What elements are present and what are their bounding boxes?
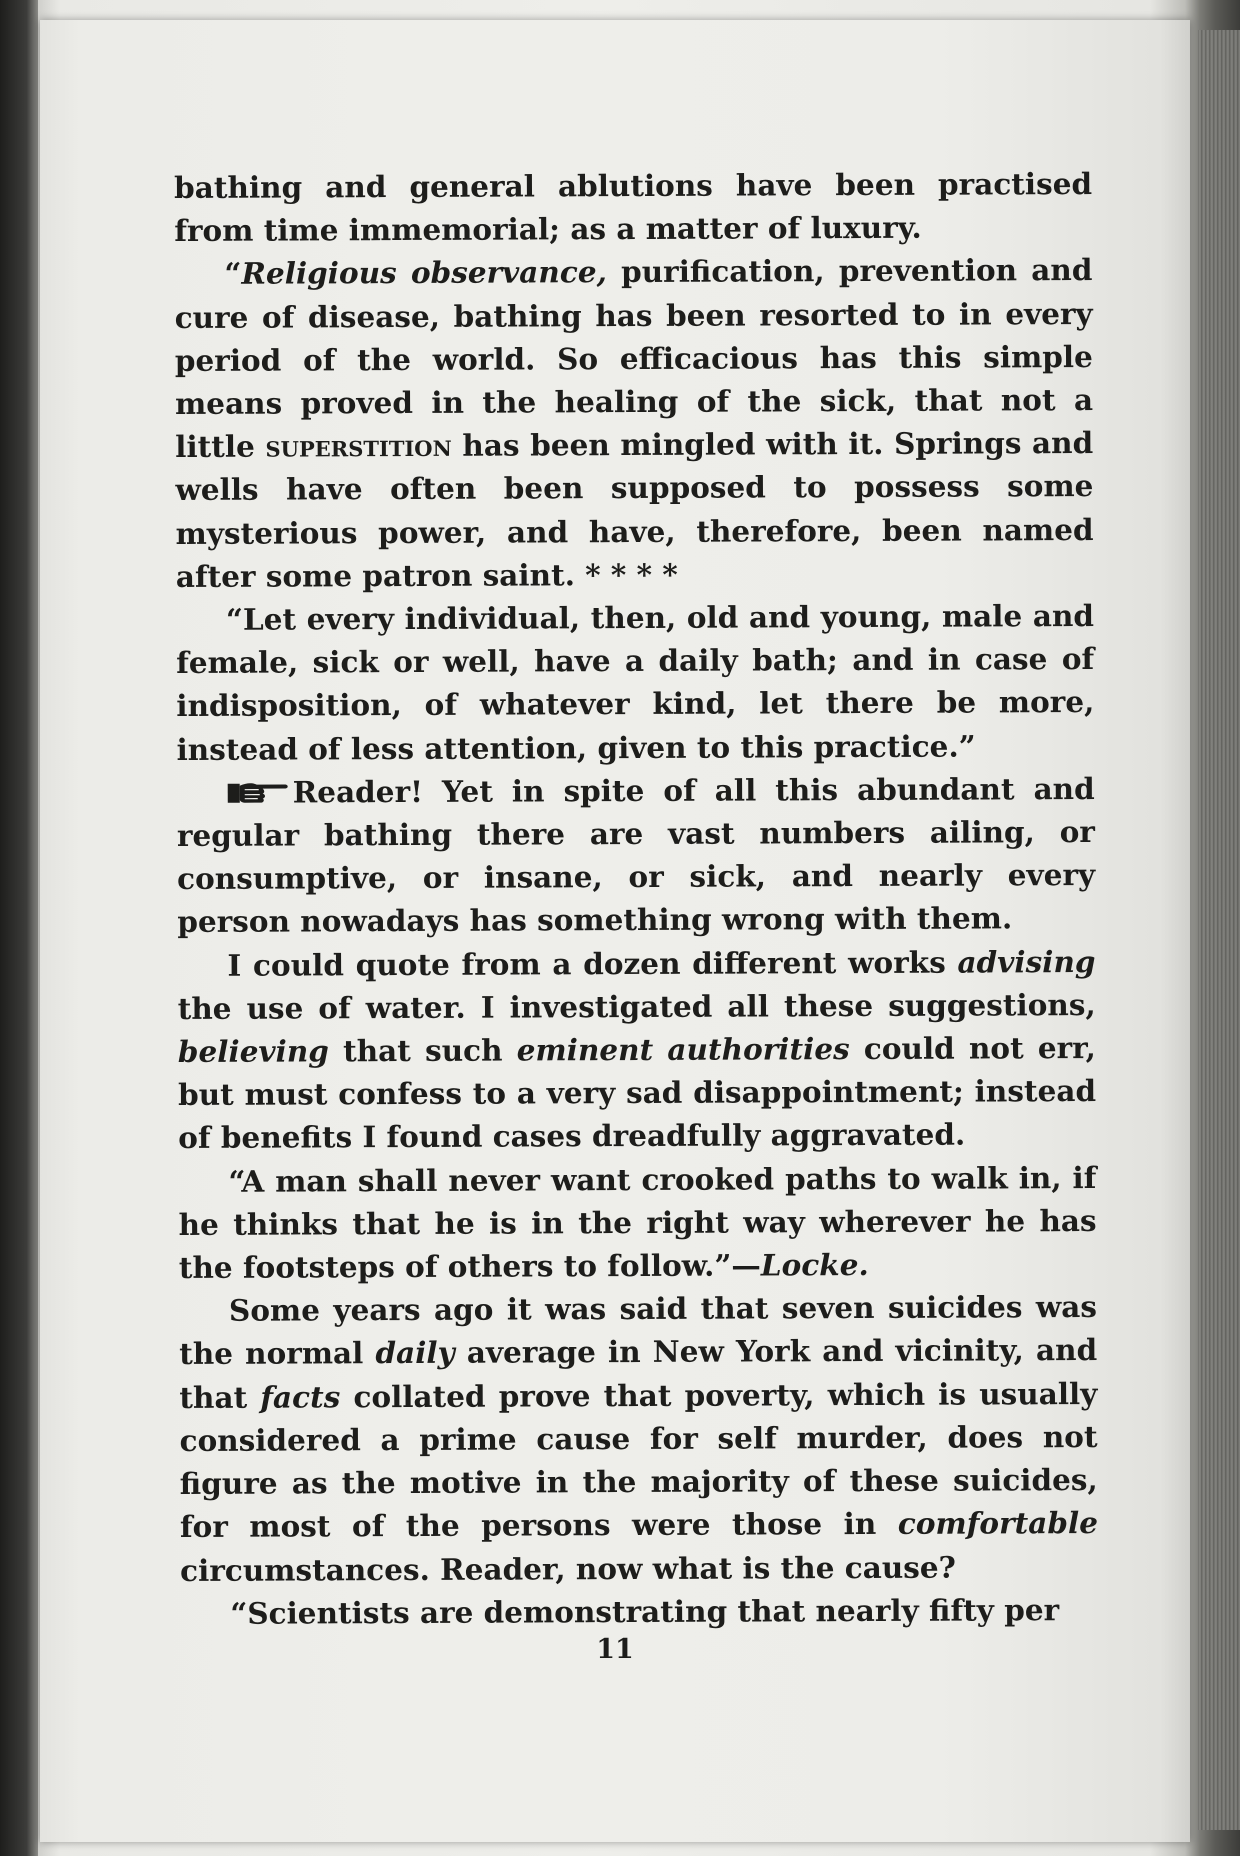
text-run: average in New York and vicinity, and that (179, 1332, 1098, 1415)
text-run: eminent authorities (516, 1031, 850, 1068)
paragraph-p1 (174, 162, 1092, 252)
text-run: daily (375, 1335, 455, 1371)
paragraph-p8 (180, 1588, 1098, 1635)
text-run: bathing and general ablutions have been practised from time immemorial; as a matter of luxury. (174, 165, 1093, 249)
text-run: Reader! Yet in spite of all this abundant and regular bathing there are vast numbers ailing, or consumptive, or insane, or sick, and nearly every person nowadays has something wrong with them. (176, 770, 1096, 940)
text-run: “Let every individual, then, old and young, male and female, sick or well, have a daily bath; and in case of indisposition, of whatever kind, let there be more, instead of less attention, given to this practice.” (176, 598, 1095, 767)
text-run: Locke. (760, 1247, 869, 1283)
paragraph-p6 (178, 1156, 1097, 1290)
paragraph-p7 (179, 1285, 1098, 1591)
book-spine-shadow (0, 0, 38, 1856)
text-run: believing (177, 1033, 329, 1070)
page-number: 11 (596, 1634, 634, 1665)
text-run: the use of water. I investigated all these suggestions, (177, 986, 1096, 1026)
page-edges (1198, 30, 1240, 1830)
pointing-hand-icon (227, 779, 291, 805)
text-run: Religious observance, (241, 254, 607, 292)
text-run: “ (224, 256, 242, 292)
text-run: collated prove that poverty, which is usually considered a prime cause for self murder, does not figure as the motive in the majority of these suicides, for most of the persons were those in (179, 1375, 1098, 1545)
paragraph-p5 (177, 940, 1096, 1160)
text-run: “A man shall never want crooked paths to walk in, if he thinks that he is in the right way wherever he has the footsteps of others to follow.”— (178, 1159, 1097, 1286)
body-text (174, 162, 1098, 1635)
text-run: “Scientists are demonstrating that nearly fifty per (230, 1591, 1060, 1631)
text-run: comfortable (897, 1505, 1099, 1542)
text-run: advising (957, 943, 1096, 980)
text-run: has been mingled with it. Springs and wells have often been supposed to possess some mysterious power, and have, therefore, been named after some patron saint. * * * * (175, 425, 1094, 594)
text-run: I could quote from a dozen different works (227, 944, 958, 983)
text-run: superstition (265, 428, 452, 464)
text-run: facts (260, 1378, 341, 1415)
text-run: Some years ago it was said that seven suicides was the normal (179, 1289, 1098, 1372)
book-page (40, 20, 1190, 1842)
text-run: could not err, but must confess to a very sad disappointment; instead of benefits I found cases dreadfully aggravated. (177, 1030, 1097, 1156)
text-run: purification, prevention and cure of disease, bathing has been resorted to in every period of the world. So efficacious has this simple means proved in the healing of the sick, that not a little (174, 252, 1094, 465)
text-run: circumstances. Reader, now what is the cause? (180, 1549, 956, 1588)
paragraph-p2 (174, 248, 1093, 598)
paragraph-p4 (177, 767, 1096, 944)
paragraph-p3 (176, 594, 1095, 771)
text-run: that such (328, 1032, 517, 1069)
